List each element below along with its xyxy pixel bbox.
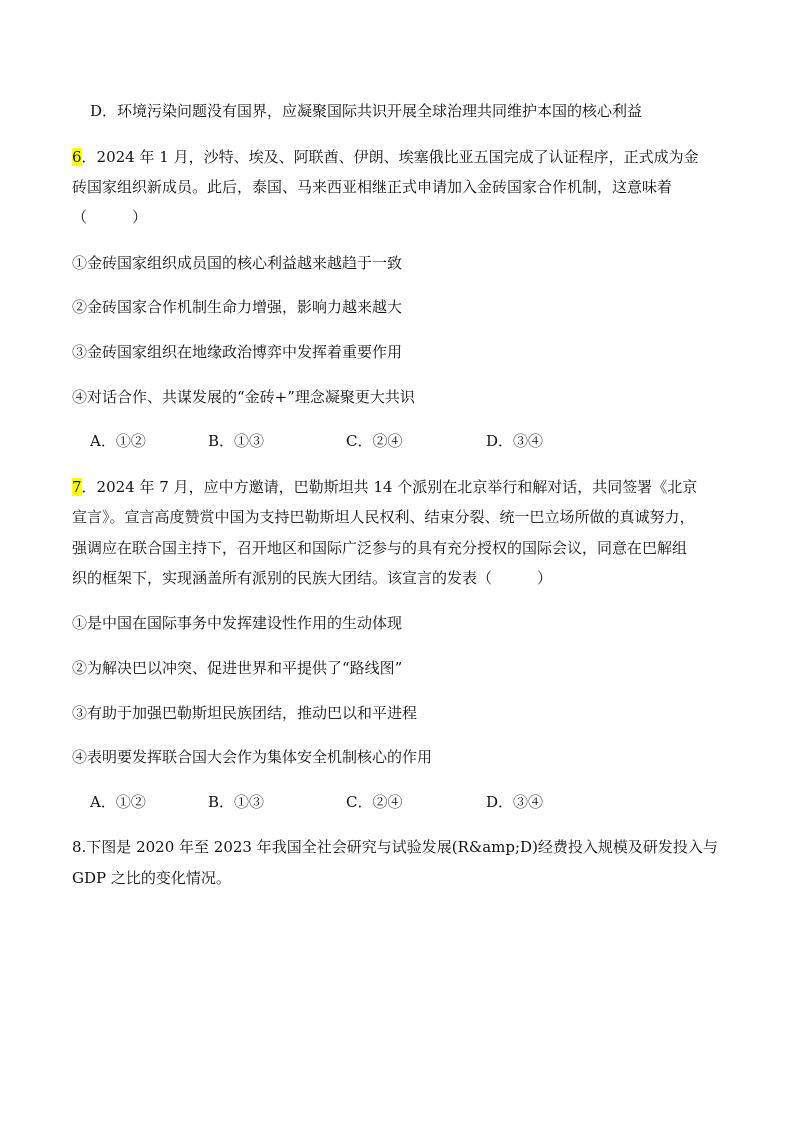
q6-number: 6 (72, 148, 82, 166)
q6-option-a: A．①② (90, 432, 146, 450)
q6-option-d: D．③④ (486, 432, 544, 450)
q6-option-b: B．①③ (208, 432, 265, 450)
q5-option-d: D．环境污染问题没有国界，应凝聚国际共识开展全球治理共同维护本国的核心利益 (90, 102, 643, 120)
q8-stem-line-1: 8.下图是 2020 年至 2023 年我国全社会研究与试验发展(R&amp;D)经费投入规模及研发投入与 (72, 838, 718, 856)
q7-statement-1: ①是中国在国际事务中发挥建设性作用的生动体现 (72, 614, 403, 632)
q7-stem-line-2: 宣言》。宣言高度赞赏中国为支持巴勒斯坦人民权利、结束分裂、统一巴立场所做的真诚努力， (72, 508, 695, 526)
q6-statement-3: ③金砖国家组织在地缘政治博弈中发挥着重要作用 (72, 343, 403, 361)
q6-statement-4: ④对话合作、共谋发展的“金砖+”理念凝聚更大共识 (72, 388, 415, 406)
q8-stem-line-2: GDP 之比的变化情况。 (72, 869, 231, 887)
q6-stem-text-1: ．2024 年 1 月，沙特、埃及、阿联酋、伊朗、埃塞俄比亚五国完成了认证程序，正式成为金 (81, 148, 699, 166)
q7-statement-4: ④表明要发挥联合国大会作为集体安全机制核心的作用 (72, 748, 433, 766)
q6-statement-2: ②金砖国家合作机制生命力增强，影响力越来越大 (72, 298, 403, 316)
q6-statement-1: ①金砖国家组织成员国的核心利益越来越趋于一致 (72, 254, 403, 272)
q7-option-c: C．②④ (346, 793, 403, 811)
q6-stem-line-2: 砖国家组织新成员。此后，泰国、马来西亚相继正式申请加入金砖国家合作机制，这意味着 (72, 178, 673, 196)
q7-option-a: A．①② (90, 793, 146, 811)
q6-option-c: C．②④ (346, 432, 403, 450)
q7-stem-line-3: 强调应在联合国主持下，召开地区和国际广泛参与的具有充分授权的国际会议，同意在巴解组 (72, 539, 688, 557)
q7-option-b: B．①③ (208, 793, 265, 811)
q7-number: 7 (72, 478, 82, 496)
q7-stem-line-1 (72, 476, 697, 498)
q7-stem-line-4: 织的框架下，实现涵盖所有派别的民族大团结。该宣言的发表（ ） (72, 569, 553, 587)
q7-statement-2: ②为解决巴以冲突、促进世界和平提供了“路线图” (72, 659, 403, 677)
q7-stem-text-1: ．2024 年 7 月，应中方邀请，巴勒斯坦共 14 个派别在北京举行和解对话，共同签署《北京 (81, 478, 698, 496)
q6-stem-line-1 (72, 146, 699, 168)
q6-answer-blank: （ ） (72, 208, 148, 226)
q7-statement-3: ③有助于加强巴勒斯坦民族团结，推动巴以和平进程 (72, 704, 418, 722)
q7-option-d: D．③④ (486, 793, 544, 811)
